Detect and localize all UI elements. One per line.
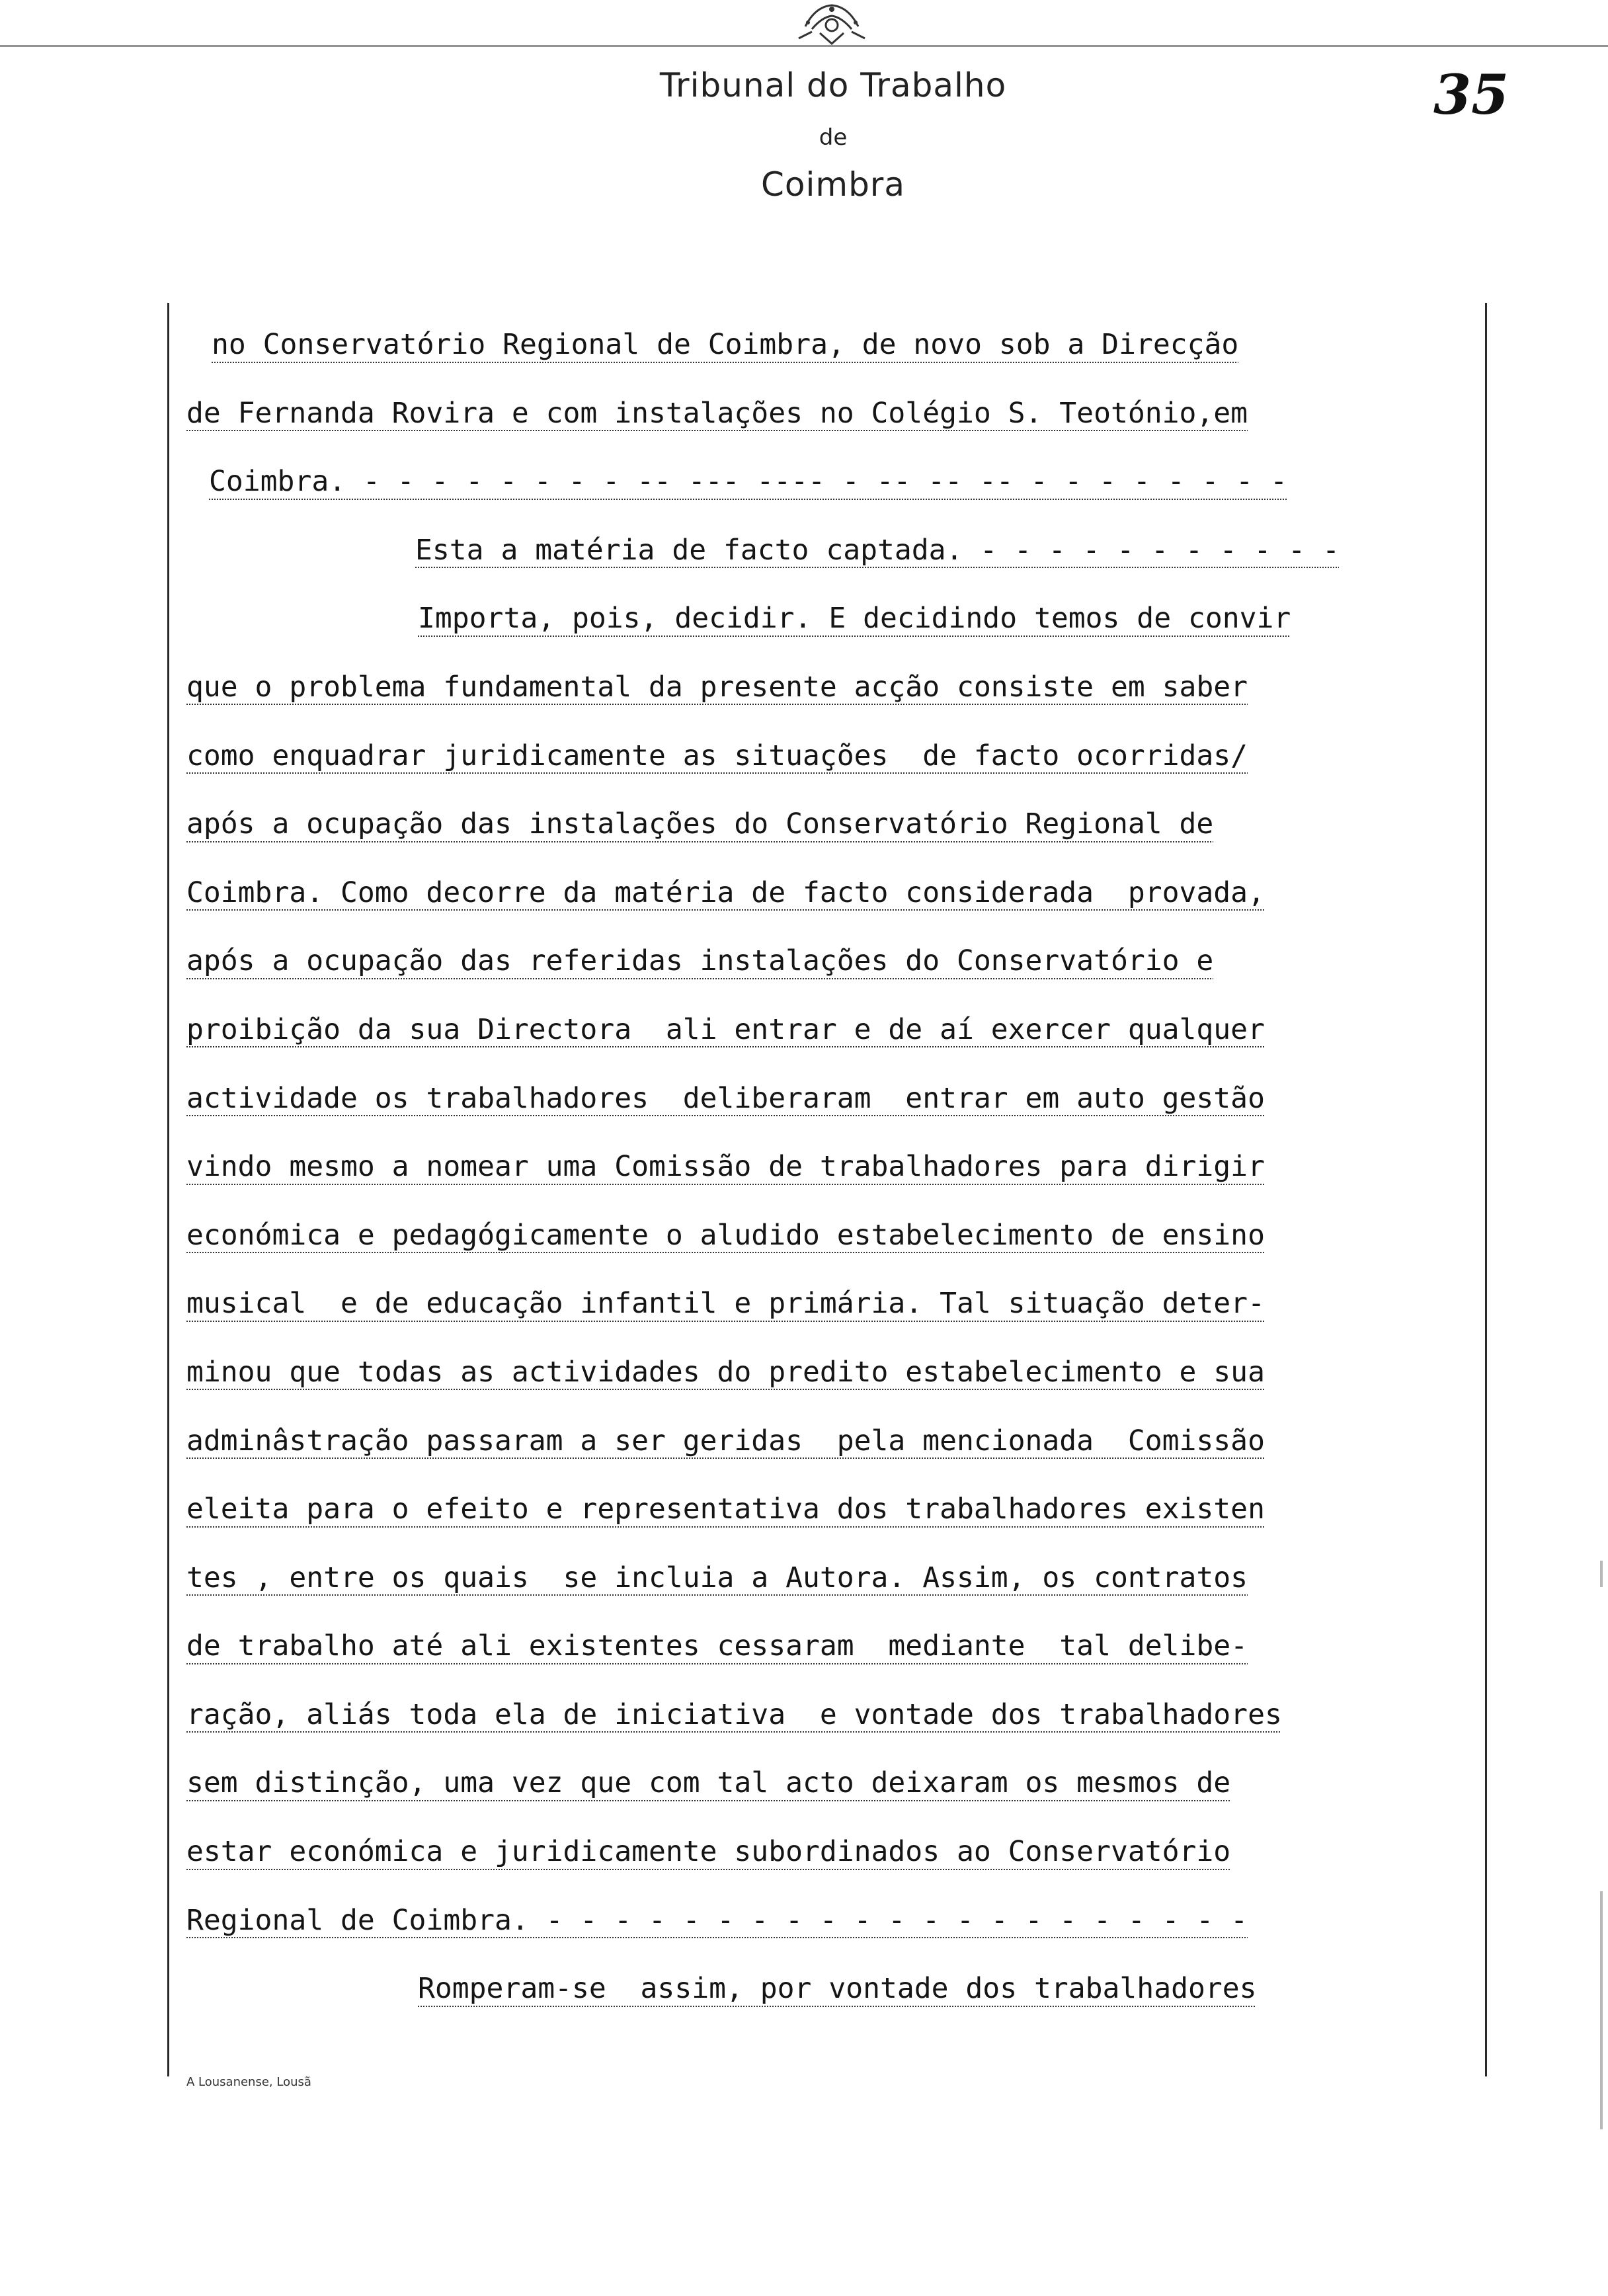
text-line: no Conservatório Regional de Coimbra, de novo sob a Direcção	[212, 328, 1239, 361]
text-line: Esta a matéria de facto captada. - - - - - - - - - - -	[415, 533, 1340, 567]
printer-mark: A Lousanense, Lousã	[186, 2075, 311, 2089]
text-line: de trabalho até ali existentes cessaram mediante tal delibe-	[186, 1629, 1248, 1663]
text-line: vindo mesmo a nomear uma Comissão de trabalhadores para dirigir	[186, 1150, 1265, 1184]
text-line: económica e pedagógicamente o aludido estabelecimento de ensino	[186, 1218, 1265, 1252]
coat-of-arms-icon	[792, 0, 871, 49]
text-line: eleita para o efeito e representativa dos trabalhadores existen	[186, 1493, 1265, 1526]
text-line: tes , entre os quais se incluia a Autora. Assim, os contratos	[186, 1561, 1248, 1594]
scan-edge-mark	[1600, 1561, 1603, 1587]
document-body	[186, 311, 1484, 2024]
text-line: Regional de Coimbra. - - - - - - - - - - - - - - - - - - - - -	[186, 1903, 1248, 1937]
text-line: ração, aliás toda ela de iniciativa e vontade dos trabalhadores	[186, 1698, 1282, 1731]
text-line: após a ocupação das instalações do Conservatório Regional de	[186, 807, 1214, 841]
text-line: Importa, pois, decidir. E decidindo temos de convir	[418, 602, 1291, 636]
text-line: como enquadrar juridicamente as situações de facto ocorridas/	[186, 739, 1248, 772]
right-margin-rule	[1485, 303, 1487, 2076]
text-line: sem distinção, uma vez que com tal acto deixaram os mesmos de	[186, 1766, 1231, 1800]
scan-edge-mark	[1600, 1891, 1603, 2129]
text-line: musical e de educação infantil e primária. Tal situação deter-	[186, 1287, 1265, 1321]
text-line: que o problema fundamental da presente acção consiste em saber	[186, 670, 1248, 704]
text-line: adminâstração passaram a ser geridas pela mencionada Comissão	[186, 1424, 1265, 1457]
court-name: Tribunal do Trabalho	[659, 66, 1007, 104]
text-line: actividade os trabalhadores deliberaram entrar em auto gestão	[186, 1081, 1265, 1115]
text-line: após a ocupação das referidas instalações do Conservatório e	[186, 944, 1214, 978]
text-line: estar económica e juridicamente subordinados ao Conservatório	[186, 1835, 1231, 1869]
court-preposition: de	[819, 124, 848, 151]
court-city: Coimbra	[760, 165, 906, 204]
text-line: Coimbra. - - - - - - - - -- --- ---- - -- -- -- - - - - - - - -	[209, 465, 1287, 499]
text-line: minou que todas as actividades do predito estabelecimento e sua	[186, 1355, 1265, 1389]
page-number: 35	[1433, 63, 1509, 127]
text-line: proibição da sua Directora ali entrar e de aí exercer qualquer	[186, 1012, 1265, 1046]
text-line: de Fernanda Rovira e com instalações no Colégio S. Teotónio,em	[186, 396, 1248, 430]
left-margin-rule	[167, 303, 169, 2076]
text-line: Romperam-se assim, por vontade dos trabalhadores	[418, 1972, 1257, 2006]
text-line: Coimbra. Como decorre da matéria de facto considerada provada,	[186, 876, 1265, 909]
